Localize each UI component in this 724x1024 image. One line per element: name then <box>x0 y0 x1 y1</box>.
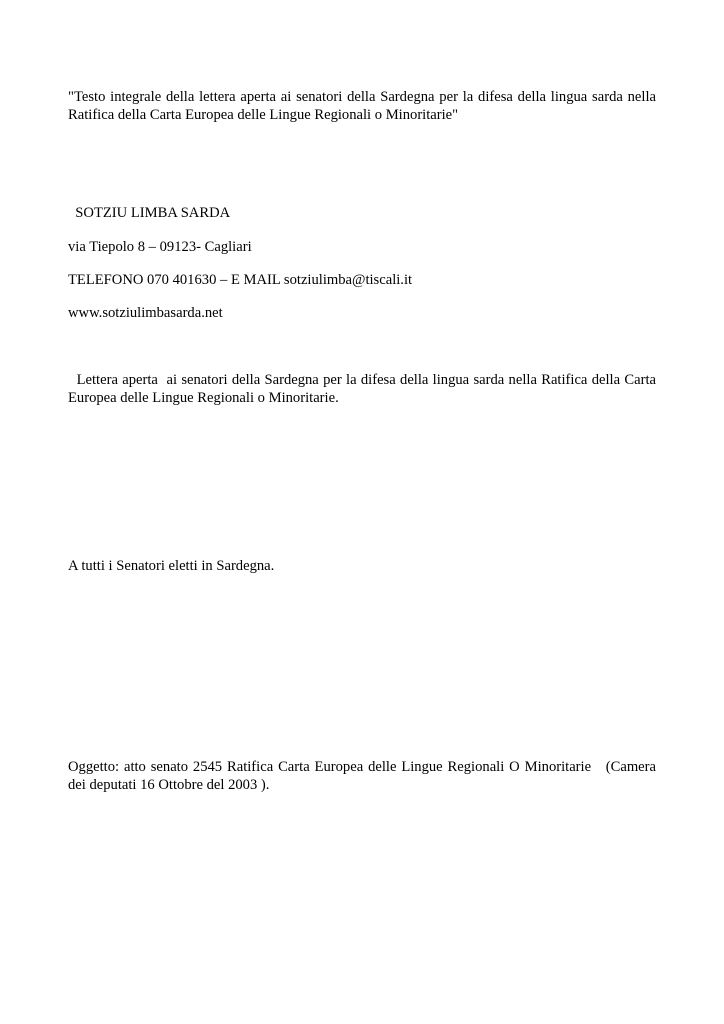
document-heading: "Testo integrale della lettera aperta ai senatori della Sardegna per la difesa della lingua sarda nella Ratifica della Carta Europea delle Lingue Regionali o Minoritarie" <box>68 89 656 123</box>
sender-name: SOTZIU LIMBA SARDA <box>68 205 231 221</box>
sender-contacts: TELEFONO 070 401630 – E MAIL sotziulimba@tiscali.it <box>68 272 413 288</box>
sender-address: via Tiepolo 8 – 09123- Cagliari <box>68 239 252 255</box>
letter-recipients: A tutti i Senatori eletti in Sardegna. <box>68 558 275 574</box>
letter-title: Lettera aperta ai senatori della Sardegna per la difesa della lingua sarda nella Ratifica della Carta Europea delle Lingue Regionali o Minoritarie. <box>68 372 660 406</box>
sender-website: www.sotziulimbasarda.net <box>68 305 223 321</box>
letter-subject: Oggetto: atto senato 2545 Ratifica Carta Europea delle Lingue Regionali O Minoritarie (Camera dei deputati 16 Ottobre del 2003 ). <box>68 759 660 793</box>
